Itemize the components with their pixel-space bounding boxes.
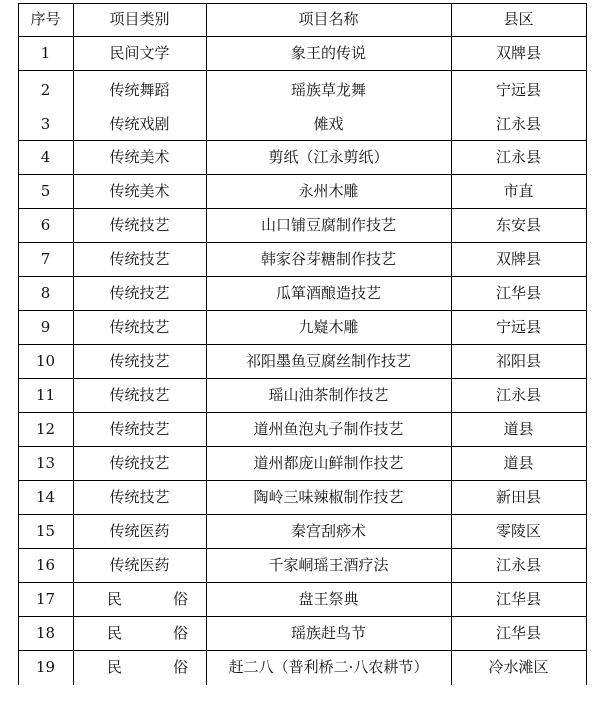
- table-row: [18, 36, 586, 70]
- table-row: [18, 650, 586, 684]
- row-name: 瑶山油茶制作技艺: [268, 385, 389, 404]
- header-no: 序号: [30, 10, 61, 28]
- row-county: 宁远县: [495, 317, 541, 336]
- row-county: 江永县: [495, 385, 541, 404]
- row-no: 10: [35, 351, 56, 370]
- row-name: 道州鱼泡丸子制作技艺: [253, 419, 404, 438]
- row-name: 瓜箪酒酿造技艺: [275, 283, 381, 302]
- row-category: 传统技艺: [109, 453, 170, 472]
- row-no: 5: [40, 181, 51, 200]
- row-category: 传统美术: [109, 181, 170, 200]
- table-row: [18, 140, 586, 174]
- row-name: 九嶷木雕: [298, 317, 359, 336]
- row-category: 传统医药: [109, 555, 170, 574]
- row-no: 11: [35, 385, 56, 404]
- row-no: 6: [40, 215, 51, 234]
- row-no: 2: [40, 80, 51, 99]
- row-name: 象王的传说: [290, 43, 366, 62]
- table-row: [18, 480, 586, 514]
- table-row: [18, 378, 586, 412]
- row-category: 传统医药: [109, 521, 170, 540]
- row-county: 江永县: [495, 555, 541, 574]
- table-border-right: [586, 3, 587, 685]
- row-county: 双牌县: [495, 249, 541, 268]
- row-no: 15: [35, 521, 56, 540]
- row-county: 宁远县: [495, 80, 541, 99]
- row-no: 16: [35, 555, 56, 574]
- row-category: 传统技艺: [109, 317, 170, 336]
- row-no: 1: [40, 43, 51, 62]
- row-county: 冷水滩区: [488, 657, 549, 676]
- row-name: 祁阳墨鱼豆腐丝制作技艺: [245, 351, 411, 370]
- row-county: 零陵区: [495, 521, 541, 540]
- row-name: 山口铺豆腐制作技艺: [260, 215, 396, 234]
- row-category: 传统戏剧: [109, 114, 170, 133]
- row-name: 道州都庞山鲜制作技艺: [253, 453, 404, 472]
- row-no: 12: [35, 419, 56, 438]
- row-category-char-2: 俗: [172, 589, 188, 608]
- row-name: 赶二八（普利桥二·八农耕节）: [228, 657, 429, 676]
- table-row: [18, 548, 586, 582]
- row-name: 韩家谷芽糖制作技艺: [260, 249, 396, 268]
- table-row: [18, 412, 586, 446]
- row-category-char-1: 民: [107, 589, 123, 608]
- row-category: 传统技艺: [109, 215, 170, 234]
- row-name: 陶岭三味辣椒制作技艺: [253, 487, 404, 506]
- row-county: 新田县: [495, 487, 541, 506]
- row-name: 瑶族赶鸟节: [290, 623, 366, 642]
- table-row: [18, 446, 586, 480]
- row-county: 双牌县: [495, 43, 541, 62]
- row-name: 秦宫刮痧术: [290, 521, 366, 540]
- row-county: 江华县: [495, 283, 541, 302]
- row-category: 传统技艺: [109, 283, 170, 302]
- table-row: [18, 73, 586, 107]
- row-category: [73, 616, 206, 650]
- row-name: 盘王祭典: [298, 589, 359, 608]
- row-county: 江永县: [495, 114, 541, 133]
- row-name: 千家峒瑶王酒疗法: [268, 555, 389, 574]
- row-category: 民间文学: [109, 43, 170, 62]
- row-category: 传统美术: [109, 147, 170, 166]
- row-county: 祁阳县: [495, 351, 541, 370]
- row-county: 江华县: [495, 623, 541, 642]
- row-no: 17: [35, 589, 56, 608]
- table-row: [18, 242, 586, 276]
- row-category-char-1: 民: [107, 623, 123, 642]
- row-no: 19: [35, 657, 56, 676]
- row-county: 江华县: [495, 589, 541, 608]
- table-row: [18, 514, 586, 548]
- table-row: [18, 582, 586, 616]
- table-row: [18, 310, 586, 344]
- row-county: 道县: [503, 419, 534, 438]
- row-no: 7: [40, 249, 51, 268]
- row-name: 剪纸（江永剪纸）: [268, 147, 389, 166]
- row-no: 13: [35, 453, 56, 472]
- header-category: 项目类别: [109, 10, 170, 28]
- row-no: 4: [40, 147, 51, 166]
- row-county: 市直: [503, 181, 534, 200]
- table-row: [18, 208, 586, 242]
- row-county: 江永县: [495, 147, 541, 166]
- row-category-char-2: 俗: [172, 657, 188, 676]
- row-no: 3: [40, 114, 51, 133]
- row-divider: [18, 70, 586, 71]
- row-category-char-2: 俗: [172, 623, 188, 642]
- row-category: 传统技艺: [109, 249, 170, 268]
- row-name: 永州木雕: [298, 181, 359, 200]
- row-category: 传统技艺: [109, 419, 170, 438]
- table-row: [18, 107, 586, 141]
- row-county: 道县: [503, 453, 534, 472]
- header-name: 项目名称: [298, 10, 359, 28]
- row-no: 14: [35, 487, 56, 506]
- row-name: 瑶族草龙舞: [290, 80, 366, 99]
- row-category: 传统技艺: [109, 351, 170, 370]
- table-header-row: [18, 3, 586, 36]
- table-row: [18, 344, 586, 378]
- row-category: 传统技艺: [109, 385, 170, 404]
- table-row: [18, 616, 586, 650]
- table-row: [18, 276, 586, 310]
- row-category-char-1: 民: [107, 657, 123, 676]
- row-category: [73, 582, 206, 616]
- row-category: 传统技艺: [109, 487, 170, 506]
- row-no: 18: [35, 623, 56, 642]
- row-category: [73, 650, 206, 684]
- row-no: 8: [40, 283, 51, 302]
- header-county: 县区: [503, 10, 534, 28]
- row-no: 9: [40, 317, 51, 336]
- row-category: 传统舞蹈: [109, 80, 170, 99]
- row-name: 傩戏: [313, 114, 344, 133]
- row-county: 东安县: [495, 215, 541, 234]
- table-row: [18, 174, 586, 208]
